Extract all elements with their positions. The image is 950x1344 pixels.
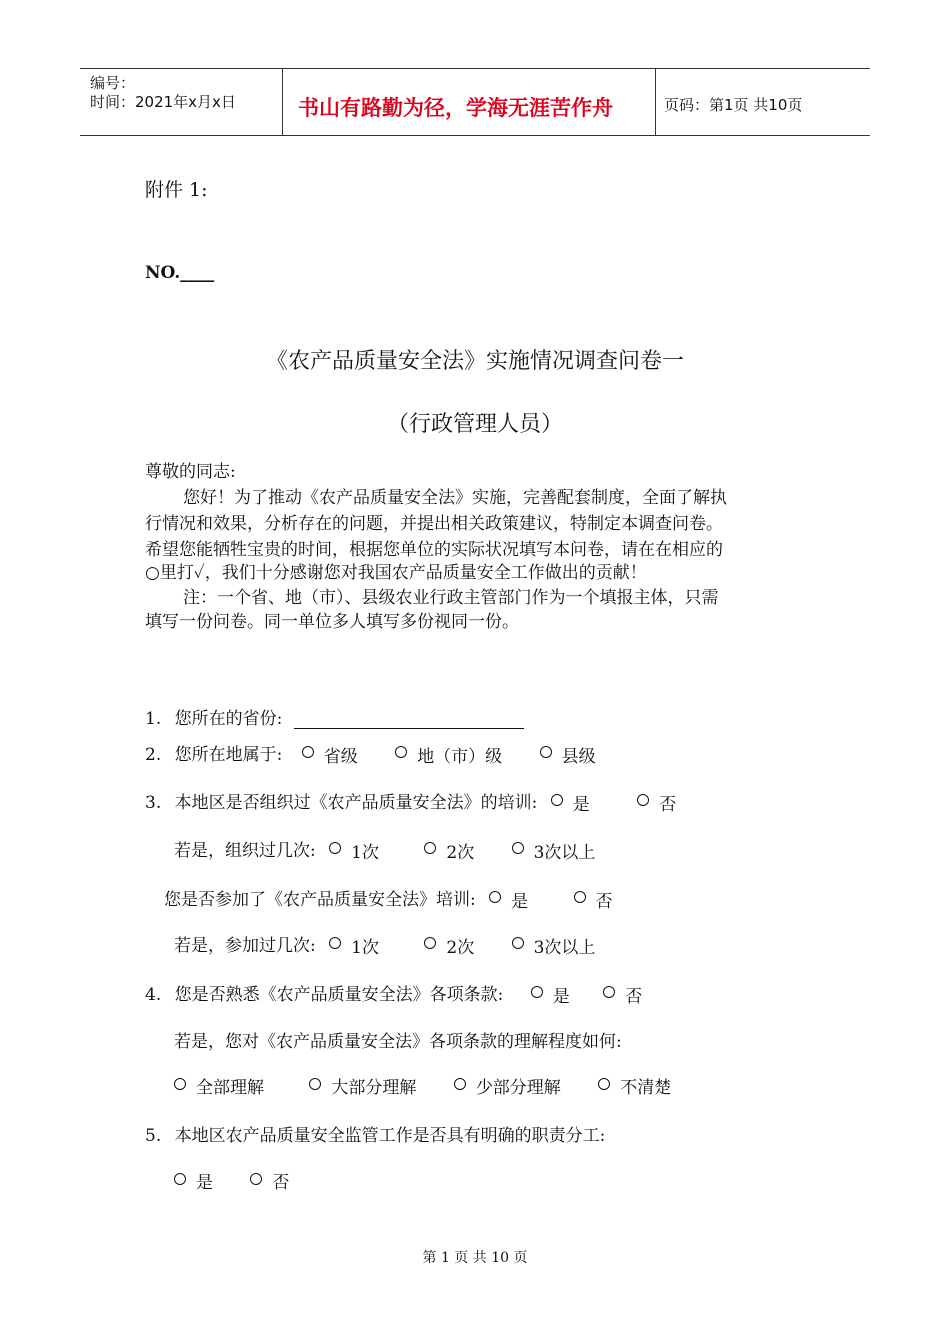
intro-note-line-2: 填写一份问卷。同一单位多人填写多份视同一份。: [145, 612, 519, 632]
question-3-sub-2-text: 您是否参加了《农产品质量安全法》培训:: [164, 890, 476, 910]
question-5-options: [174, 1168, 289, 1193]
attachment-label: 附件 1:: [145, 179, 208, 201]
option-yes[interactable]: 是: [531, 982, 570, 1007]
radio-circle-icon[interactable]: [424, 937, 436, 949]
question-3-sub-1: [174, 836, 595, 863]
page-footer: 第 1 页 共 10 页: [422, 1250, 528, 1266]
option-county[interactable]: 县级: [540, 742, 596, 767]
radio-circle-icon[interactable]: [598, 1078, 610, 1090]
page-subtitle: （行政管理人员）: [386, 412, 563, 437]
radio-circle-icon[interactable]: [174, 1173, 186, 1185]
option-1-time[interactable]: 1次: [329, 933, 379, 958]
option-provincial[interactable]: 省级: [302, 742, 358, 767]
question-4: [145, 980, 642, 1007]
header-bottom-rule: [80, 135, 870, 136]
greeting: 尊敬的同志:: [145, 462, 236, 482]
question-3-text: 本地区是否组织过《农产品质量安全法》的培训:: [174, 793, 538, 813]
option-yes[interactable]: 是: [489, 887, 528, 912]
radio-circle-icon[interactable]: [302, 746, 314, 758]
option-2-times[interactable]: 2次: [424, 838, 474, 863]
option-fully-understand[interactable]: 全部理解: [174, 1073, 264, 1098]
question-1: [145, 704, 524, 729]
question-4-number: 4.: [145, 985, 162, 1005]
intro-line-3: 希望您能牺牲宝贵的时间，根据您单位的实际状况填写本问卷，请在在相应的: [145, 540, 723, 560]
page-title: 《农产品质量安全法》实施情况调查问卷一: [265, 349, 684, 374]
radio-circle-icon[interactable]: [329, 937, 341, 949]
option-mostly-understand[interactable]: 大部分理解: [309, 1073, 416, 1098]
question-4-sub-1: 若是，您对《农产品质量安全法》各项条款的理解程度如何:: [174, 1032, 622, 1052]
radio-circle-icon[interactable]: [395, 746, 407, 758]
header-motto: 书山有路勤为径，学海无涯苦作舟: [298, 96, 613, 120]
radio-circle-icon[interactable]: [637, 794, 649, 806]
option-2-times[interactable]: 2次: [424, 933, 474, 958]
radio-circle-icon[interactable]: [603, 986, 615, 998]
option-3-plus-times[interactable]: 3次以上: [512, 838, 596, 863]
option-no[interactable]: 否: [603, 982, 642, 1007]
question-3-sub-3: [174, 931, 595, 958]
radio-circle-icon[interactable]: [551, 794, 563, 806]
header-top-rule: [80, 68, 870, 69]
option-no[interactable]: 否: [574, 887, 613, 912]
question-5-text: 本地区农产品质量安全监管工作是否具有明确的职责分工:: [174, 1126, 606, 1146]
radio-circle-icon[interactable]: [512, 937, 524, 949]
question-4-options: [174, 1073, 671, 1098]
question-3-sub-2: [164, 885, 613, 912]
option-yes[interactable]: 是: [551, 790, 590, 815]
option-1-time[interactable]: 1次: [329, 838, 379, 863]
question-3-sub-1-text: 若是，组织过几次:: [174, 841, 316, 861]
option-3-plus-times[interactable]: 3次以上: [512, 933, 596, 958]
question-5-number: 5.: [145, 1126, 162, 1146]
option-unclear[interactable]: 不清楚: [598, 1073, 671, 1098]
radio-circle-icon[interactable]: [250, 1173, 262, 1185]
radio-circle-icon[interactable]: [329, 842, 341, 854]
question-2-number: 2.: [145, 745, 162, 765]
radio-circle-icon[interactable]: [540, 746, 552, 758]
intro-line-1: 您好！为了推动《农产品质量安全法》实施，完善配套制度，全面了解执: [183, 488, 727, 508]
header-divider-2: [655, 68, 656, 135]
option-no[interactable]: 否: [637, 790, 676, 815]
radio-circle-icon[interactable]: [512, 842, 524, 854]
question-2: [145, 740, 596, 767]
question-1-number: 1.: [145, 709, 162, 729]
radio-circle-icon[interactable]: [174, 1078, 186, 1090]
province-blank-field[interactable]: [294, 710, 524, 729]
radio-circle-icon[interactable]: [454, 1078, 466, 1090]
radio-circle-icon[interactable]: [531, 986, 543, 998]
question-5: [145, 1121, 605, 1146]
header-divider-1: [282, 68, 283, 135]
header-page-info: 页码：第1页 共10页: [664, 96, 803, 114]
radio-circle-icon[interactable]: [489, 891, 501, 903]
question-1-text: 您所在的省份:: [174, 709, 283, 729]
radio-circle-icon[interactable]: [309, 1078, 321, 1090]
option-yes[interactable]: 是: [174, 1168, 213, 1193]
header-number-label: 编号：: [90, 74, 136, 92]
radio-circle-icon[interactable]: [424, 842, 436, 854]
option-no[interactable]: 否: [250, 1168, 289, 1193]
question-2-text: 您所在地属于:: [174, 745, 283, 765]
question-3-sub-3-text: 若是，参加过几次:: [174, 936, 316, 956]
intro-line-2: 行情况和效果，分析存在的问题，并提出相关政策建议，特制定本调查问卷。: [145, 514, 723, 534]
intro-line-4: ○里打✓，我们十分感谢您对我国农产品质量安全工作做出的贡献！: [145, 563, 647, 583]
intro-note-line-1: 注：一个省、地（市）、县级农业行政主管部门作为一个填报主体，只需: [183, 588, 719, 608]
question-3-number: 3.: [145, 793, 162, 813]
form-number-label: NO.____: [145, 263, 215, 283]
question-3: [145, 788, 676, 815]
question-4-text: 您是否熟悉《农产品质量安全法》各项条款:: [174, 985, 504, 1005]
header-time-label: 时间：2021年x月x日: [90, 93, 236, 111]
option-partly-understand[interactable]: 少部分理解: [454, 1073, 561, 1098]
radio-circle-icon[interactable]: [574, 891, 586, 903]
option-prefecture[interactable]: 地（市）级: [395, 742, 502, 767]
